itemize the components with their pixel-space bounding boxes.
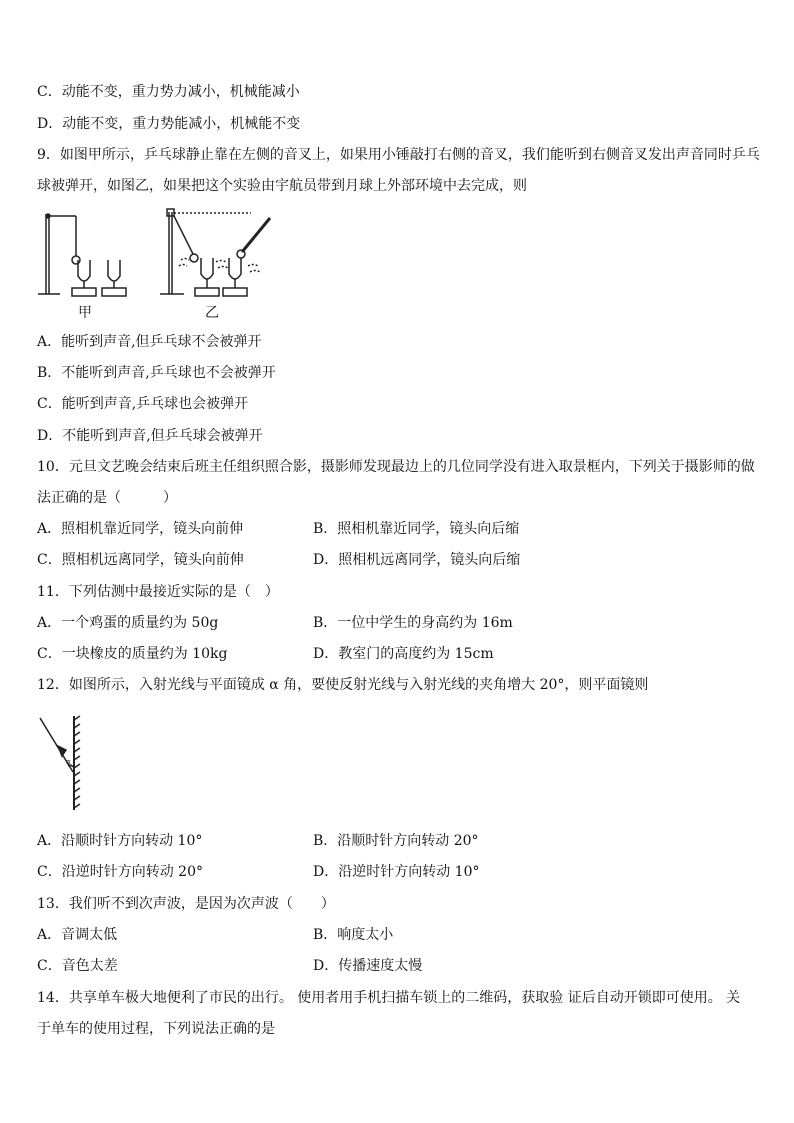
q13-option-b: B．响度太小 — [313, 927, 394, 943]
q12-option-c: C．沿逆时针方向转动 20° — [37, 864, 203, 880]
q10-stem-line2: 法正确的是（ ） — [37, 490, 177, 506]
q10-option-d: D．照相机远离同学，镜头向后缩 — [313, 552, 521, 568]
q11-stem: 11．下列估测中最接近实际的是（ ） — [37, 584, 279, 600]
q13-stem: 13．我们听不到次声波，是因为次声波（ ） — [37, 896, 335, 912]
q10-option-c: C．照相机远离同学，镜头向前伸 — [37, 552, 244, 568]
q12-option-b: B．沿顺时针方向转动 20° — [313, 833, 479, 849]
q11-option-d: D．教室门的高度约为 15cm — [313, 646, 494, 662]
q10-option-b: B．照相机靠近同学，镜头向后缩 — [313, 521, 520, 537]
q8-option-c: C．动能不变，重力势力减小，机械能减小 — [37, 84, 300, 100]
plane-mirror-diagram — [36, 714, 86, 814]
q8-option-d: D．动能不变，重力势能减小，机械能不变 — [37, 116, 301, 132]
figure-label-jia: 甲 — [78, 305, 92, 321]
q14-stem-line2: 于单车的使用过程，下列说法正确的是 — [37, 1021, 275, 1037]
figure-label-yi: 乙 — [205, 305, 219, 321]
q12-option-a: A．沿顺时针方向转动 10° — [37, 833, 203, 849]
q13-option-d: D．传播速度太慢 — [313, 958, 423, 974]
q14-stem-line1: 14．共享单车极大地便利了市民的出行。 使用者用手机扫描车锁上的二维码，获取验 证后自动开锁即可使用。 关 — [37, 990, 741, 1006]
q9-option-a: A．能听到声音,但乒乓球不会被弹开 — [37, 334, 262, 350]
tuning-fork-figure — [36, 206, 286, 306]
q9-stem-line1: 9．如图甲所示，乒乓球静止靠在左侧的音叉上，如果用小锤敲打右侧的音叉，我们能听到右侧音叉发出声音同时乒乓 — [37, 147, 760, 163]
q11-option-a: A．一个鸡蛋的质量约为 50g — [37, 615, 219, 631]
q10-option-a: A．照相机靠近同学，镜头向前伸 — [37, 521, 244, 537]
q11-option-b: B．一位中学生的身高约为 16m — [313, 615, 513, 631]
q12-stem: 12．如图所示，入射光线与平面镜成 α 角，要使反射光线与入射光线的夹角增大 20°，则平面镜则 — [37, 677, 649, 693]
plane-mirror-figure — [36, 714, 86, 814]
q9-option-c: C．能听到声音,乒乓球也会被弹开 — [37, 396, 249, 412]
alpha-angle-label: α — [66, 758, 71, 766]
tuning-fork-diagram — [36, 206, 286, 306]
q13-option-c: C．音色太差 — [37, 958, 118, 974]
q9-option-b: B．不能听到声音,乒乓球也不会被弹开 — [37, 365, 276, 381]
q10-stem-line1: 10．元旦文艺晚会结束后班主任组织照合影，摄影师发现最边上的几位同学没有进入取景框内，下列关于摄影师的做 — [37, 459, 755, 475]
q9-stem-line2: 球被弹开，如图乙，如果把这个实验由宇航员带到月球上外部环境中去完成，则 — [37, 178, 527, 194]
q11-option-c: C．一块橡皮的质量约为 10kg — [37, 646, 228, 662]
q12-option-d: D．沿逆时针方向转动 10° — [313, 864, 480, 880]
q13-option-a: A．音调太低 — [37, 927, 118, 943]
q9-option-d: D．不能听到声音,但乒乓球会被弹开 — [37, 428, 263, 444]
